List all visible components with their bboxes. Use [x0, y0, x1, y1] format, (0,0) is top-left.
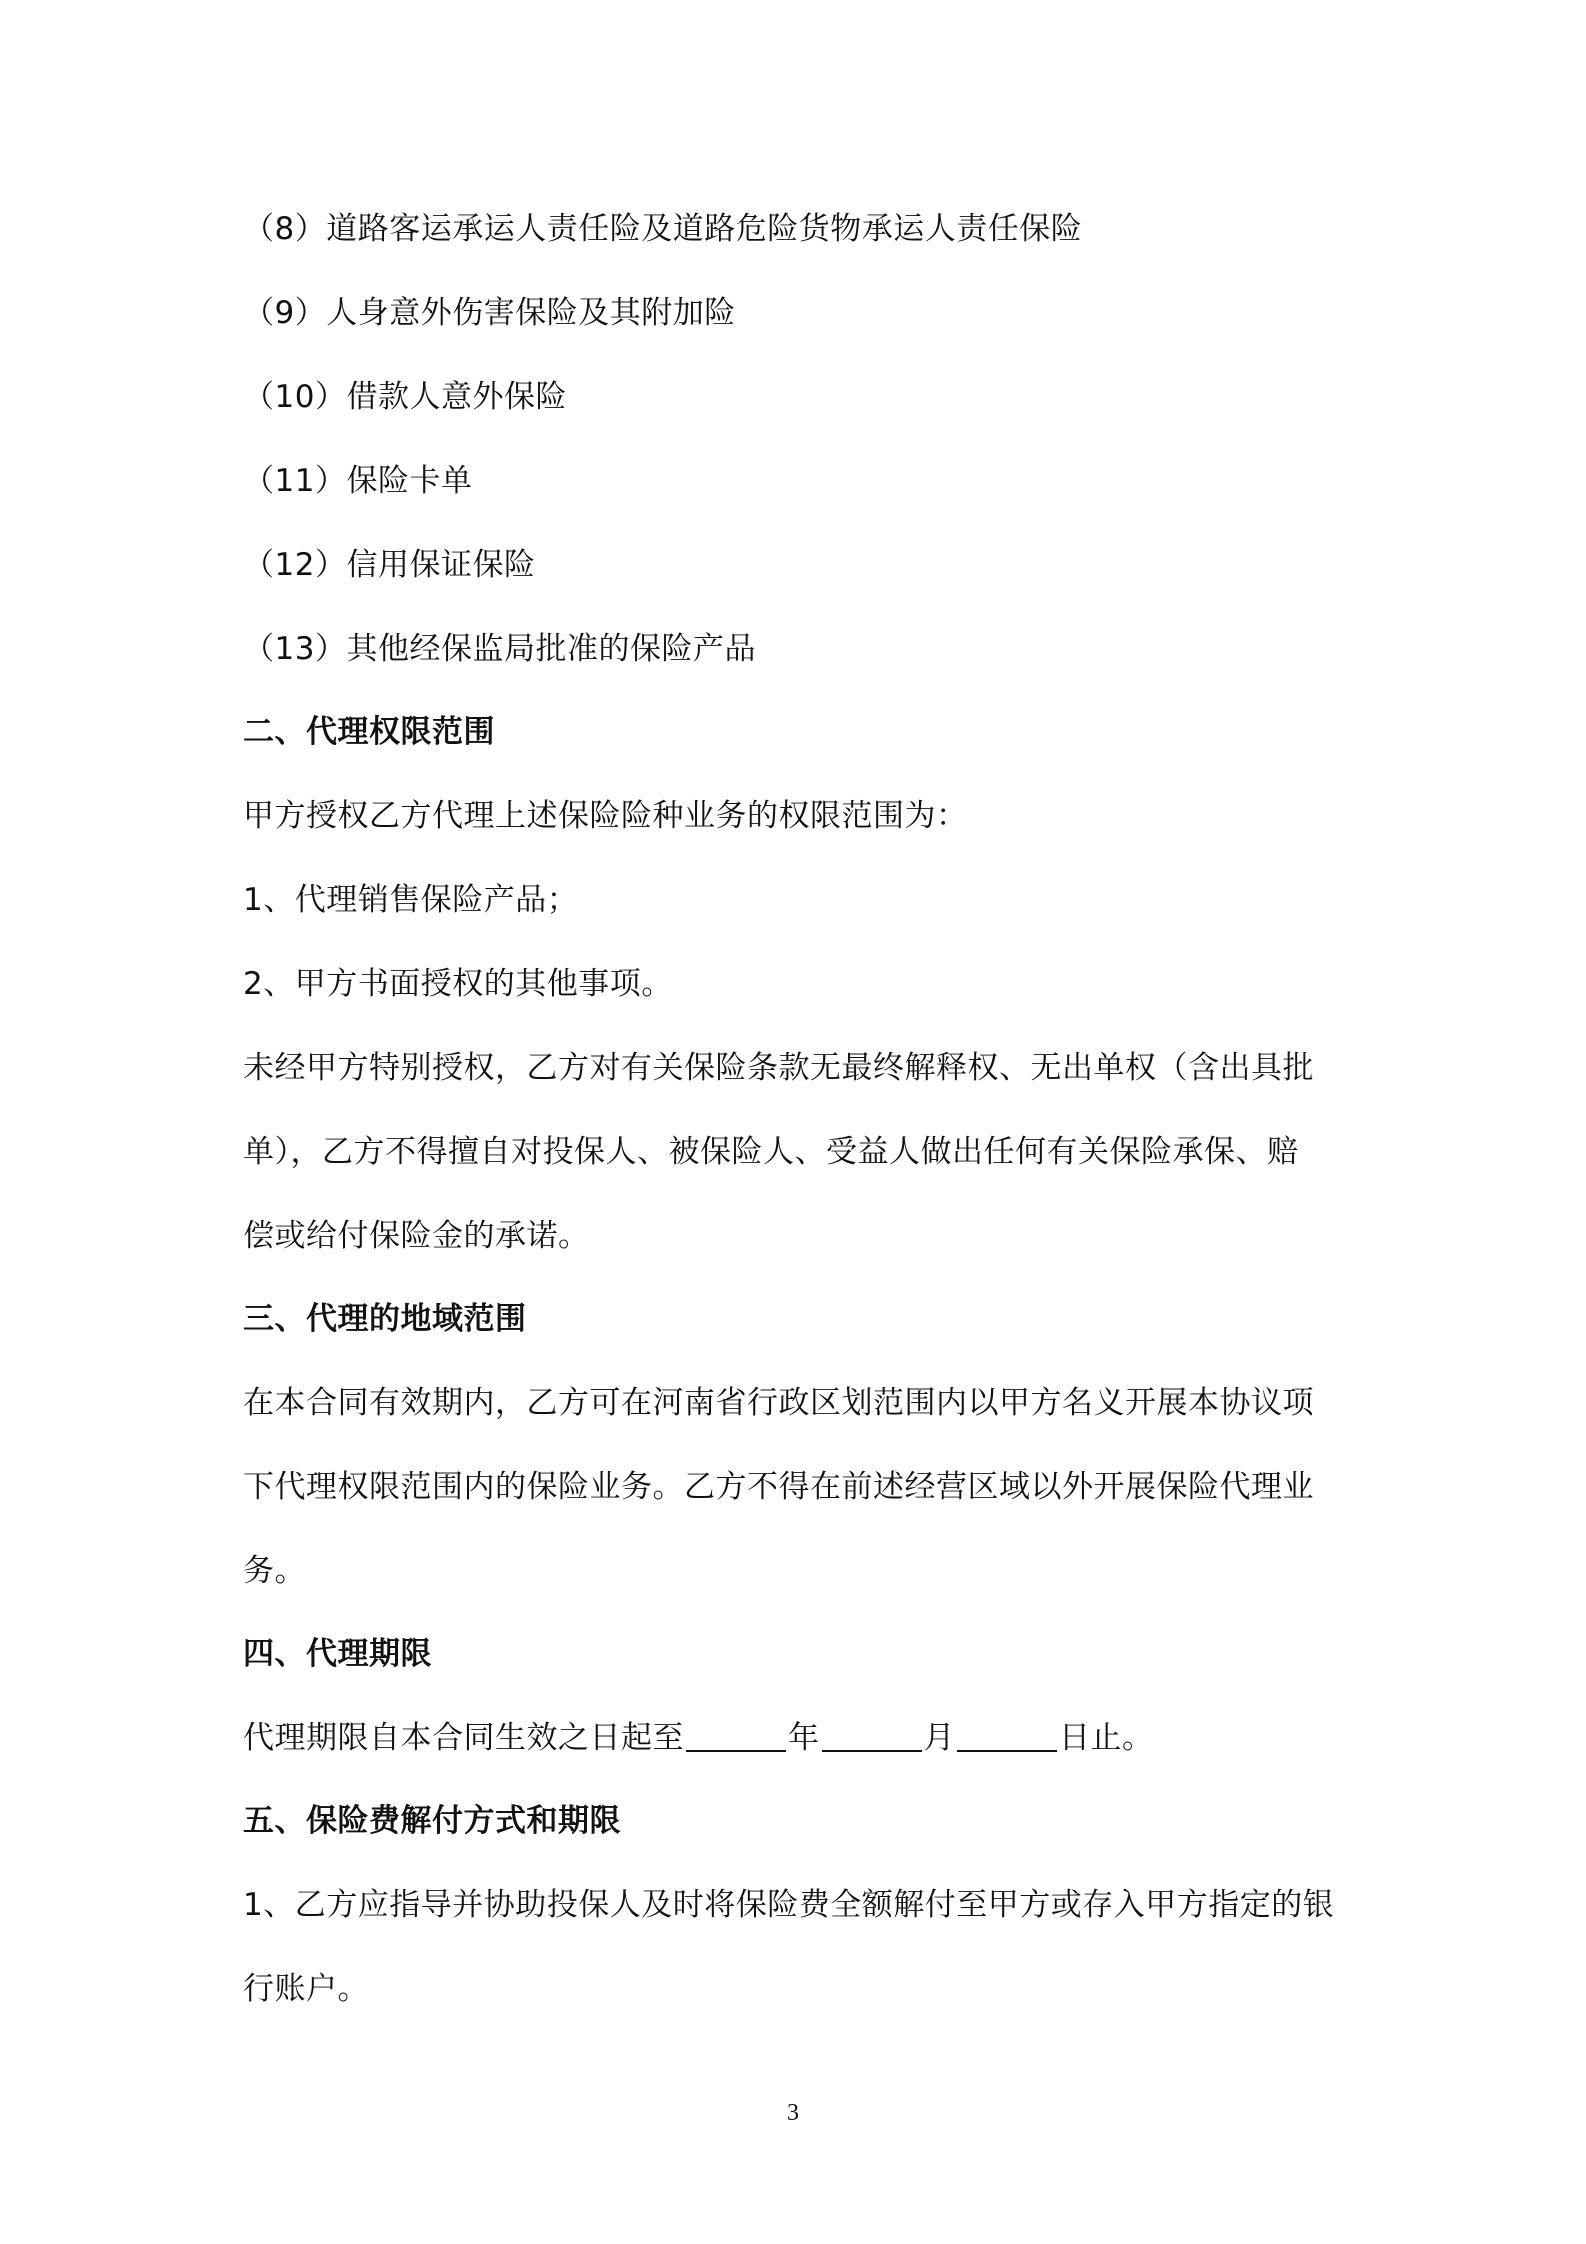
premium-point-line: 1、乙方应指导并协助投保人及时将保险费全额解付至甲方或存入甲方指定的银: [243, 1887, 1335, 1923]
premium-point-line: 行账户。: [243, 1971, 369, 2007]
authority-point-2: 2、甲方书面授权的其他事项。: [243, 966, 673, 1002]
territory-paragraph-line: 务。: [243, 1553, 306, 1589]
term-line: [243, 1717, 1154, 1759]
authority-intro: 甲方授权乙方代理上述保险险种业务的权限范围为：: [243, 798, 968, 834]
list-item: （12）信用保证保险: [243, 547, 536, 583]
list-item: （11）保险卡单: [243, 463, 473, 499]
month-blank-field[interactable]: [822, 1720, 922, 1752]
territory-paragraph-line: 在本合同有效期内，乙方可在河南省行政区划范围内以甲方名义开展本协议项: [243, 1385, 1314, 1421]
authority-restriction-line: 未经甲方特别授权，乙方对有关保险条款无最终解释权、无出单权（含出具批: [243, 1050, 1314, 1086]
day-label: 日止。: [1059, 1720, 1154, 1756]
list-item: （8）道路客运承运人责任险及道路危险货物承运人责任保险: [243, 211, 1083, 247]
section-heading-territory: 三、代理的地域范围: [243, 1301, 527, 1337]
section-heading-premium-remittance: 五、保险费解付方式和期限: [243, 1803, 621, 1839]
month-label: 月: [923, 1720, 955, 1756]
day-blank-field[interactable]: [957, 1720, 1057, 1752]
authority-restriction-line: 偿或给付保险金的承诺。: [243, 1218, 590, 1254]
year-label: 年: [788, 1720, 820, 1756]
authority-point-1: 1、代理销售保险产品；: [243, 882, 579, 918]
section-heading-authority-scope: 二、代理权限范围: [243, 714, 495, 750]
list-item: （9）人身意外伤害保险及其附加险: [243, 295, 736, 331]
term-prefix: 代理期限自本合同生效之日起至: [243, 1720, 684, 1756]
territory-paragraph-line: 下代理权限范围内的保险业务。乙方不得在前述经营区域以外开展保险代理业: [243, 1469, 1314, 1505]
authority-restriction-line: 单），乙方不得擅自对投保人、被保险人、受益人做出任何有关保险承保、赔: [243, 1134, 1299, 1170]
year-blank-field[interactable]: [686, 1720, 786, 1752]
list-item: （13）其他经保监局批准的保险产品: [243, 631, 756, 667]
section-heading-term: 四、代理期限: [243, 1636, 432, 1672]
page-number: 3: [787, 2100, 799, 2126]
list-item: （10）借款人意外保险: [243, 379, 567, 415]
